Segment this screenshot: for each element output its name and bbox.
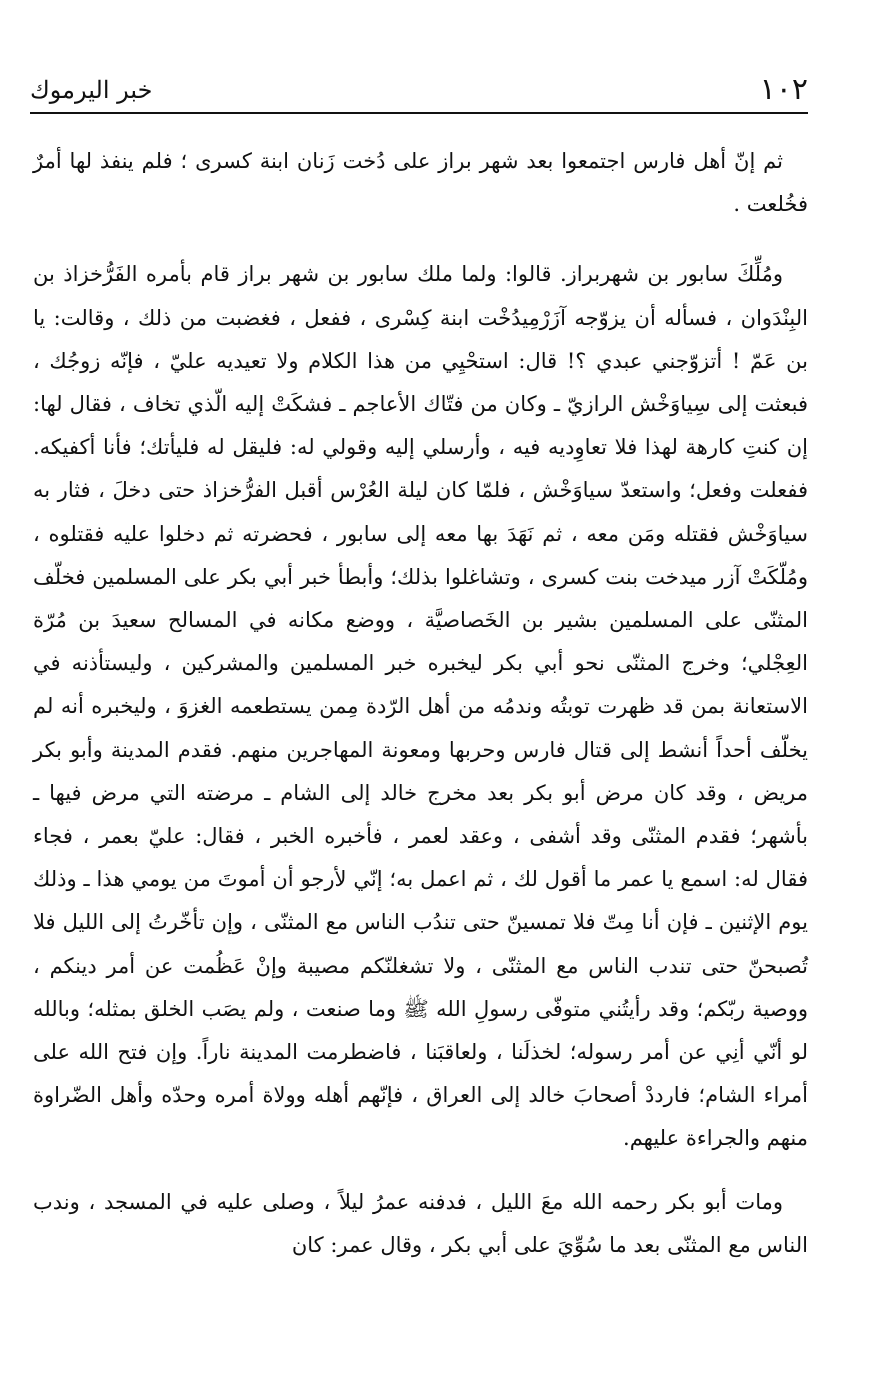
body-text	[33, 140, 808, 1267]
page-number: ١٠٢	[759, 72, 808, 107]
paragraph-2: ومُلِّكَ سابور بن شهربراز. قالوا: ولما ملك سابور بن شهر براز قام بأمره الفَرُّخزاذ بن البِنْدَوان ، فسأله أن يزوّجه آزَرْمِيدُخْت ابنة كِسْرى ، ففعل ، فغضبت من ذلك ، وقالت: يا بن عَمّ ! أتزوّجني عبدي ؟! قال: استحْيِي من هذا الكلام ولا تعيديه عليّ ، فإنّه زوجُك ، فبعثت إلى سِياوَخْش الرازيّ ـ وكان من فتّاك الأعاجم ـ فشكَتْ إليه الّذي تخاف ، فقال لها: إن كنتِ كارهة لهذا فلا تعاوِديه فيه ، وأرسلي إليه وقولي له: فليقل له فليأتك؛ فأنا أكفيكه. ففعلت وفعل؛ واستعدّ سياوَخْش ، فلمّا كان ليلة العُرْس أقبل الفرُّخزاذ حتى دخلَ ، فثار به سياوَخْش فقتله ومَن معه ، ثم نَهَدَ بها معه إلى سابور ، فحضرته ثم دخلوا عليه فقتلوه ، ومُلّكَتْ آزر ميدخت بنت كسرى ، وتشاغلوا بذلك؛ وأبطأ خبر أبي بكر على المسلمين فخلّف المثنّى على المسلمين بشير بن الخَصاصيَّة ، ووضع مكانه في المسالح سعيدَ بن مُرّة العِجْلي؛ وخرج المثنّى نحو أبي بكر ليخبره خبر المسلمين والمشركين ، وليستأذنه في الاستعانة بمن قد ظهرت توبتُه وندمُه من أهل الرّدة مِمن يستطعمه الغزوَ ، وليخبره أنه لم يخلّف أحداً أنشط إلى قتال فارس وحربها ومعونة المهاجرين منهم. فقدم المدينة وأبو بكر مريض ، وقد كان مرض أبو بكر بعد مخرج خالد إلى الشام ـ مرضته التي مرض فيها ـ بأشهر؛ فقدم المثنّى وقد أشفى ، وعقد لعمر ، فأخبره الخبر ، فقال: عليّ بعمر ، فجاء فقال له: اسمع يا عمر ما أقول لك ، ثم اعمل به؛ إنّي لأرجو أن أموتَ من يومي هذا ـ وذلك يوم الإثنين ـ فإن أنا مِتّ فلا تمسينّ حتى تندُب الناس مع المثنّى ، وإن تأخّرتُ إلى الليل فلا تُصبحنّ حتى تندب الناس مع المثنّى ، ولا تشغلنّكم مصيبة وإنْ عَظُمت عن أمر دينكم ، ووصية ربّكم؛ وقد رأيتُني متوفّى رسولِ الله ﷺ وما صنعت ، ولم يصَب الخلق بمثله؛ وبالله لو أنّي أنِي عن أمر رسوله؛ لخذلَنا ، ولعاقبَنا ، فاضطرمت المدينة ناراً. وإن فتح الله على أمراء الشام؛ فارددْ أصحابَ خالد إلى العراق ، فإنّهم أهله وولاة أمره وحدّه وأهل الضّراوة منهم والجراءة عليهم.	[33, 262, 808, 1151]
paragraph-1: ثم إنّ أهل فارس اجتمعوا بعد شهر براز على دُخت زَنان ابنة كسرى ؛ فلم ينفذ لها أمرٌ فخُلعت .	[33, 149, 808, 217]
header-rule	[30, 112, 808, 114]
paragraph-3: ومات أبو بكر رحمه الله معَ الليل ، فدفنه عمرُ ليلاً ، وصلى عليه في المسجد ، وندب الناس مع المثنّى بعد ما سُوِّيَ على أبي بكر ، وقال عمر: كان	[33, 1189, 808, 1257]
page-header	[30, 70, 808, 110]
running-title: خبر اليرموك	[30, 76, 153, 104]
